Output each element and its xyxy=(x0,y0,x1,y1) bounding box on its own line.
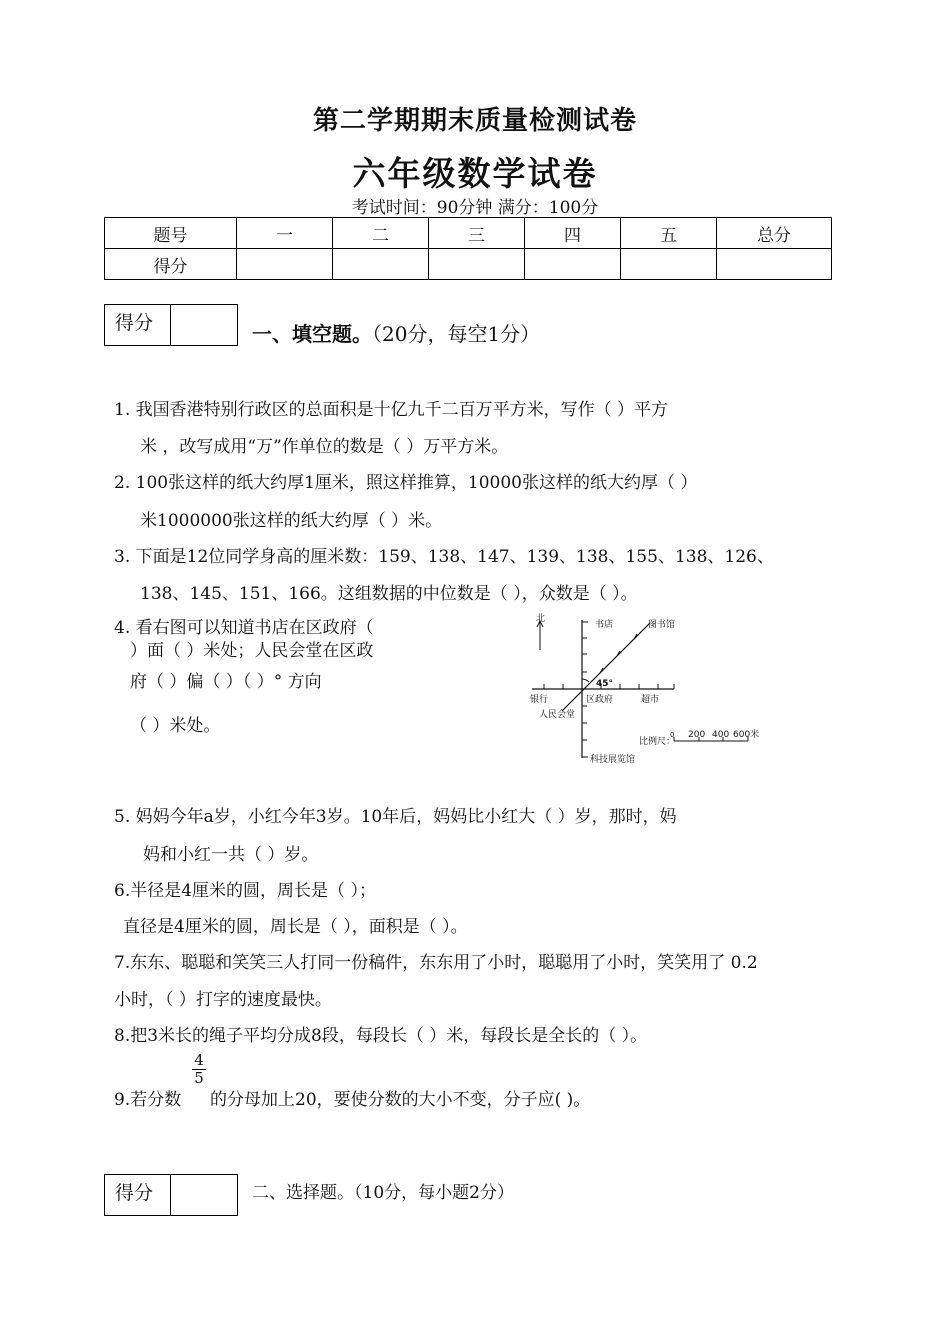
exam-subtitle: 六年级数学试卷 xyxy=(352,154,598,193)
score-cell: 三 xyxy=(429,218,525,249)
people-hall-label: 人民会堂 xyxy=(539,710,576,720)
question-4-line-4: （ ）米处。 xyxy=(130,716,221,736)
section1-title: 一、填空题。 xyxy=(252,322,372,346)
score-table xyxy=(104,217,832,280)
question-3-line-1: 3. 下面是12位同学身高的厘米数：159、138、147、139、138、155、138、126、 xyxy=(114,547,774,567)
section1-score-label: 得分 xyxy=(105,305,171,345)
score-table-header-row xyxy=(105,218,832,249)
exam-title: 第二学期期末质量检测试卷 xyxy=(312,106,637,136)
question-4-line-1: 4. 看右图可以知道书店在区政府（ xyxy=(114,618,374,638)
score-cell[interactable] xyxy=(237,249,333,280)
score-cell[interactable] xyxy=(525,249,621,280)
question-5-line-2: 妈和小红一共（ ）岁。 xyxy=(143,845,319,865)
bank-label: 银行 xyxy=(530,695,549,705)
question-8: 8.把3米长的绳子平均分成8段，每段长（ ）米，每段长是全长的（ ）。 xyxy=(114,1026,648,1046)
score-cell: 一 xyxy=(237,218,333,249)
section2-heading: 二、选择题。（10分，每小题2分） xyxy=(252,1183,514,1203)
question-6-line-2: 直径是4厘米的圆，周长是（ ），面积是（ ）。 xyxy=(123,917,468,937)
tech-museum-label: 科技展览馆 xyxy=(590,755,636,765)
question-1-line-2: 米 ，改写成用“万”作单位的数是（ ）万平方米。 xyxy=(140,437,509,457)
scale-label: 比例尺： xyxy=(639,737,676,747)
question-3-line-2: 138、145、151、166。这组数据的中位数是（ ），众数是（ ）。 xyxy=(140,584,638,604)
question-5-line-1: 5. 妈妈今年a岁，小红今年3岁。10年后，妈妈比小红大（ ）岁，那时，妈 xyxy=(114,807,677,827)
question-2-line-2: 米1000000张这样的纸大约厚（ ）米。 xyxy=(140,511,443,531)
section1-note: （20分，每空1分） xyxy=(372,322,541,346)
library-label: 图书馆 xyxy=(648,620,676,630)
score-cell: 五 xyxy=(621,218,717,249)
question-4-line-2: ）面（ ）米处；人民会堂在区政 xyxy=(130,641,374,661)
score-cell[interactable] xyxy=(333,249,429,280)
section1-score-field[interactable] xyxy=(171,305,237,345)
north-label: 北 xyxy=(536,614,546,624)
question-6-line-1: 6.半径是4厘米的圆，周长是（ ）； xyxy=(114,881,376,901)
score-cell: 题号 xyxy=(105,218,237,249)
question-2-line-1: 2. 100张这样的纸大约厚1厘米，照这样推算，10000张这样的纸大约厚（ ） xyxy=(114,473,698,493)
score-cell[interactable] xyxy=(717,249,832,280)
exam-info: 考试时间：90分钟 满分：100分 xyxy=(351,198,599,218)
district-map xyxy=(524,610,774,770)
question-9-fraction xyxy=(192,1052,206,1087)
angle-label: 45° xyxy=(596,679,614,689)
score-cell[interactable] xyxy=(621,249,717,280)
bookstore-label: 书店 xyxy=(595,620,614,630)
score-cell[interactable] xyxy=(429,249,525,280)
question-4-line-3: 府（ ）偏（ ）（ ）° 方向 xyxy=(130,672,322,692)
fraction-denominator: 5 xyxy=(194,1069,204,1087)
score-cell: 得分 xyxy=(105,249,237,280)
score-cell: 二 xyxy=(333,218,429,249)
section1-heading xyxy=(252,318,540,347)
scale-600: 600米 xyxy=(733,730,760,740)
fraction-numerator: 4 xyxy=(192,1052,206,1070)
scale-200: 200 xyxy=(688,730,706,740)
question-7-line-2: 小时，（ ）打字的速度最快。 xyxy=(114,990,332,1010)
question-1-line-1: 1. 我国香港特别行政区的总面积是十亿九千二百万平方米，写作（ ）平方 xyxy=(114,400,669,420)
question-9-prefix: 9.若分数 xyxy=(114,1090,182,1110)
score-table-score-row xyxy=(105,249,832,280)
section2-score-field[interactable] xyxy=(171,1175,237,1215)
supermarket-label: 超市 xyxy=(641,695,660,705)
angle-arc xyxy=(582,679,589,682)
scale-400: 400 xyxy=(712,730,730,740)
score-cell: 四 xyxy=(525,218,621,249)
question-7-line-1: 7.东东、聪聪和笑笑三人打同一份稿件，东东用了小时，聪聪用了小时，笑笑用了 0.2 xyxy=(114,953,758,973)
section2-score-label: 得分 xyxy=(105,1175,171,1215)
district-gov-label: 区政府 xyxy=(586,695,614,705)
section2-score-box xyxy=(104,1174,238,1216)
score-cell: 总分 xyxy=(717,218,832,249)
scale-zero: 0 xyxy=(670,731,675,739)
section1-score-box xyxy=(104,304,238,346)
question-9-suffix: 的分母加上20，要使分数的大小不变，分子应( )。 xyxy=(210,1090,591,1110)
